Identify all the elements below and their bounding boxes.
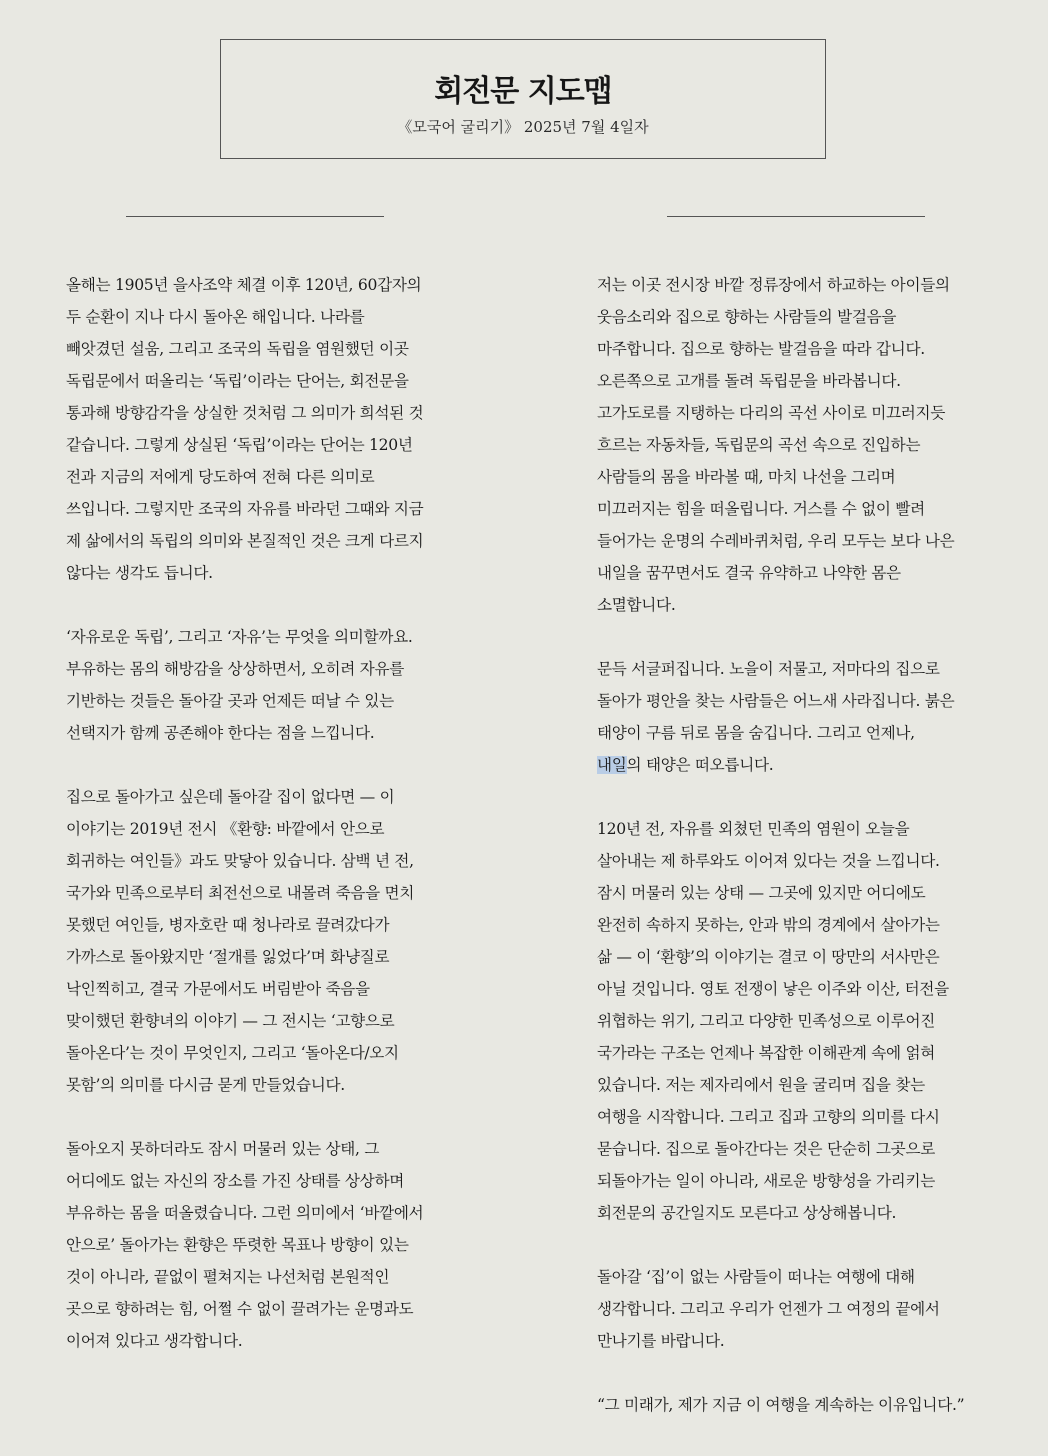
paragraph [66,781,476,1101]
text-fragment: 의 태양은 떠오릅니다. [626,756,774,774]
text-line: 회귀하는 여인들》과도 맞닿아 있습니다. 삼백 년 전, [66,852,414,870]
text-line: 살아내는 제 하루와도 이어져 있다는 것을 느낍니다. [597,852,940,870]
paragraph [66,621,476,749]
text-line: 삶 — 이 ‘환향’의 이야기는 결코 이 땅만의 서사만은 [597,948,940,966]
text-line: 웃음소리와 집으로 향하는 사람들의 발걸음을 [597,308,897,326]
text-line: 올해는 1905년 을사조약 체결 이후 120년, 60갑자의 [66,276,422,294]
text-line: 통과해 방향감각을 상실한 것처럼 그 의미가 희석된 것 [66,404,424,422]
text-line: 못했던 여인들, 병자호란 때 청나라로 끌려갔다가 [66,916,390,934]
title-box [220,39,826,159]
text-line: 전과 지금의 저에게 당도하여 전혀 다른 의미로 [66,468,375,486]
text-line: 곳으로 향하려는 힘, 어쩔 수 없이 끌려가는 운명과도 [66,1300,414,1318]
text-line: 마주합니다. 집으로 향하는 발걸음을 따라 갑니다. [597,340,925,358]
text-line: 잠시 머물러 있는 상태 — 그곳에 있지만 어디에도 [597,884,926,902]
paragraph [597,653,1007,781]
text-line: 안으로’ 돌아가는 환향은 뚜렷한 목표나 방향이 있는 [66,1236,409,1254]
text-line: 빼앗겼던 설움, 그리고 조국의 독립을 염원했던 이곳 [66,340,409,358]
right-divider [667,216,925,217]
text-line: 고가도로를 지탱하는 다리의 곡선 사이로 미끄러지듯 [597,404,946,422]
text-line: 기반하는 것들은 돌아갈 곳과 언제든 떠날 수 있는 [66,692,394,710]
text-line: “그 미래가, 제가 지금 이 여행을 계속하는 이유입니다.” [597,1396,965,1414]
left-column [66,269,476,1389]
text-line: 못함’의 의미를 다시금 묻게 만들었습니다. [66,1076,345,1094]
text-line: 가까스로 돌아왔지만 ‘절개를 잃었다’며 화냥질로 [66,948,390,966]
selected-text[interactable]: 내일 [597,756,627,774]
text-line: 집으로 돌아가고 싶은데 돌아갈 집이 없다면 — 이 [66,788,395,806]
paragraph [597,269,1007,621]
text-line: 완전히 속하지 못하는, 안과 밖의 경계에서 살아가는 [597,916,940,934]
text-line: 맞이했던 환향녀의 이야기 — 그 전시는 ‘고향으로 [66,1012,395,1030]
paragraph [66,269,476,589]
text-line: 만나기를 바랍니다. [597,1332,725,1350]
text-line: 흐르는 자동차들, 독립문의 곡선 속으로 진입하는 [597,436,921,454]
text-line: 회전문의 공간일지도 모른다고 상상해봅니다. [597,1204,897,1222]
text-line: 않다는 생각도 듭니다. [66,564,213,582]
text-line: 선택지가 함께 공존해야 한다는 점을 느낍니다. [66,724,375,742]
text-line: 국가와 민족으로부터 최전선으로 내몰려 죽음을 면치 [66,884,415,902]
text-line: 돌아가 평안을 찾는 사람들은 어느새 사라집니다. 붉은 [597,692,955,710]
paragraph [597,1389,1007,1421]
text-line: 태양이 구름 뒤로 몸을 숨깁니다. 그리고 언제나, [597,724,915,742]
page-subtitle: 《모국어 굴리기》 2025년 7월 4일자 [397,118,649,136]
text-line: 어디에도 없는 자신의 장소를 가진 상태를 상상하며 [66,1172,404,1190]
paragraph [597,1261,1007,1357]
text-line: 돌아온다’는 것이 무엇인지, 그리고 ‘돌아온다/오지 [66,1044,399,1062]
paragraph [597,813,1007,1229]
text-line: 들어가는 운명의 수레바퀴처럼, 우리 모두는 보다 나은 [597,532,955,550]
text-line: 미끄러지는 힘을 떠올립니다. 거스를 수 없이 빨려 [597,500,925,518]
text-line: 이어져 있다고 생각합니다. [66,1332,243,1350]
right-column [597,269,1007,1453]
text-line: 문득 서글퍼집니다. 노을이 저물고, 저마다의 집으로 [597,660,940,678]
text-line: 있습니다. 저는 제자리에서 원을 굴리며 집을 찾는 [597,1076,925,1094]
text-line: 돌아오지 못하더라도 잠시 머물러 있는 상태, 그 [66,1140,380,1158]
text-line: 위협하는 위기, 그리고 다양한 민족성으로 이루어진 [597,1012,935,1030]
text-line: 부유하는 몸을 떠올렸습니다. 그런 의미에서 ‘바깥에서 [66,1204,424,1222]
text-line: 국가라는 구조는 언제나 복잡한 이해관계 속에 얽혀 [597,1044,935,1062]
text-line: 부유하는 몸의 해방감을 상상하면서, 오히려 자유를 [66,660,404,678]
paragraph [66,1133,476,1357]
text-line: 되돌아가는 일이 아니라, 새로운 방향성을 가리키는 [597,1172,935,1190]
text-line: 소멸합니다. [597,596,676,614]
page-title: 회전문 지도맵 [434,74,612,109]
text-line: 120년 전, 자유를 외쳤던 민족의 염원이 오늘을 [597,820,910,838]
text-line: 생각합니다. 그리고 우리가 언젠가 그 여정의 끝에서 [597,1300,940,1318]
text-line: 같습니다. 그렇게 상실된 ‘독립’이라는 단어는 120년 [66,436,413,454]
text-line: 제 삶에서의 독립의 의미와 본질적인 것은 크게 다르지 [66,532,424,550]
text-line: 쓰입니다. 그렇지만 조국의 자유를 바라던 그때와 지금 [66,500,424,518]
text-line: 여행을 시작합니다. 그리고 집과 고향의 의미를 다시 [597,1108,940,1126]
left-divider [126,216,384,217]
text-line: 오른쪽으로 고개를 돌려 독립문을 바라봅니다. [597,372,901,390]
text-line: 내일을 꿈꾸면서도 결국 유약하고 나약한 몸은 [597,564,901,582]
text-line: 저는 이곳 전시장 바깥 정류장에서 하교하는 아이들의 [597,276,950,294]
text-line: 묻습니다. 집으로 돌아간다는 것은 단순히 그곳으로 [597,1140,935,1158]
text-line: 돌아갈 ‘집’이 없는 사람들이 떠나는 여행에 대해 [597,1268,915,1286]
text-line: 독립문에서 떠올리는 ‘독립’이라는 단어는, 회전문을 [66,372,409,390]
text-line: 아닐 것입니다. 영토 전쟁이 낳은 이주와 이산, 터전을 [597,980,949,998]
text-line: 낙인찍히고, 결국 가문에서도 버림받아 죽음을 [66,980,370,998]
text-line: ‘자유로운 독립’, 그리고 ‘자유’는 무엇을 의미할까요. [66,628,413,646]
text-line: 사람들의 몸을 바라볼 때, 마치 나선을 그리며 [597,468,896,486]
text-line: 두 순환이 지나 다시 돌아온 해입니다. 나라를 [66,308,365,326]
text-line: 것이 아니라, 끝없이 펼쳐지는 나선처럼 본원적인 [66,1268,390,1286]
highlighted-line [597,749,1007,781]
text-line: 이야기는 2019년 전시 《환향: 바깥에서 안으로 [66,820,385,838]
